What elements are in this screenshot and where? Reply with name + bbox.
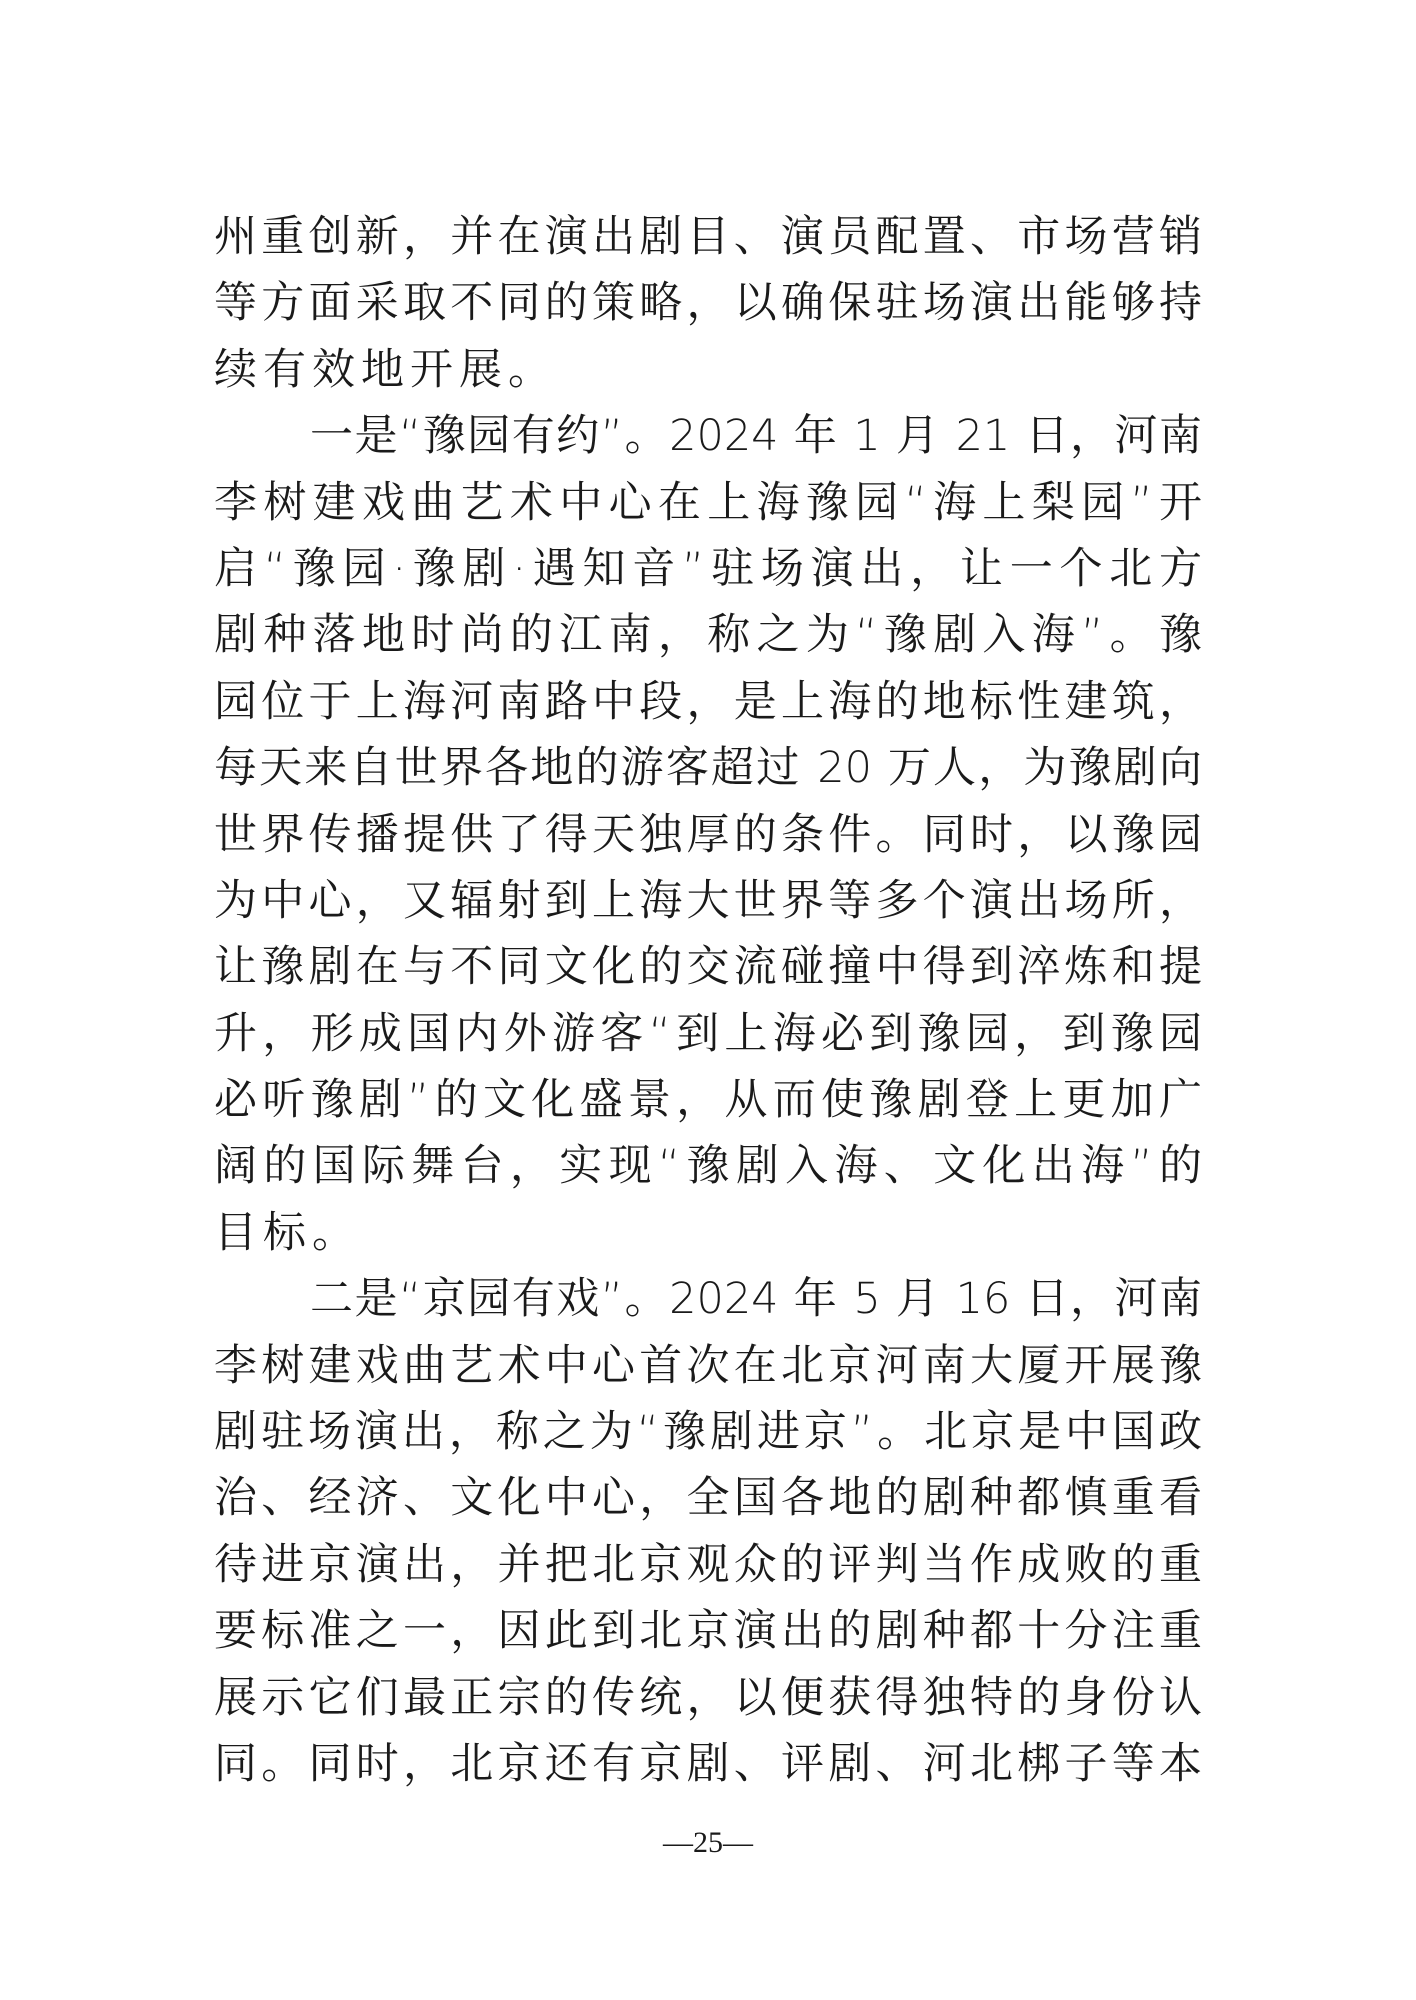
text-line: 李树建戏曲艺术中心首次在北京河南大厦开展豫: [214, 1340, 1202, 1391]
text-line: 李树建戏曲艺术中心在上海豫园“海上梨园”开: [214, 477, 1202, 528]
text-line: 目标。: [214, 1207, 361, 1258]
text-line: 剧驻场演出，称之为“豫剧进京”。北京是中国政: [214, 1407, 1202, 1458]
text-line: 等方面采取不同的策略，以确保驻场演出能够持: [214, 278, 1202, 329]
paragraph-first-line: 一是“豫园有约”。2024 年 1 月 21 日，河南: [310, 411, 1202, 462]
text-line: 展示它们最正宗的传统，以便获得独特的身份认: [214, 1672, 1202, 1723]
text-line: 治、经济、文化中心，全国各地的剧种都慎重看: [214, 1473, 1202, 1524]
text-line: 让豫剧在与不同文化的交流碰撞中得到淬炼和提: [214, 942, 1202, 993]
page-number: —25—: [663, 1826, 753, 1859]
text-line: 续有效地开展。: [214, 344, 557, 395]
paragraph-first-line: 二是“京园有戏”。2024 年 5 月 16 日，河南: [310, 1274, 1202, 1325]
text-line: 州重创新，并在演出剧目、演员配置、市场营销: [214, 212, 1202, 262]
text-line: 升，形成国内外游客“到上海必到豫园，到豫园: [214, 1008, 1202, 1059]
text-line: 每天来自世界各地的游客超过 20 万人，为豫剧向: [214, 743, 1202, 794]
text-line: 必听豫剧”的文化盛景，从而使豫剧登上更加广: [214, 1075, 1202, 1126]
text-line: 世界传播提供了得天独厚的条件。同时，以豫园: [214, 809, 1202, 860]
text-line: 为中心，又辐射到上海大世界等多个演出场所，: [214, 875, 1202, 926]
text-line: 剧种落地时尚的江南，称之为“豫剧入海”。豫: [214, 610, 1202, 661]
text-line: 待进京演出，并把北京观众的评判当作成败的重: [214, 1539, 1202, 1590]
text-line: 同。同时，北京还有京剧、评剧、河北梆子等本: [214, 1738, 1202, 1789]
text-line: 园位于上海河南路中段，是上海的地标性建筑，: [214, 676, 1202, 727]
text-line: 启“豫园·豫剧·遇知音”驻场演出，让一个北方: [214, 543, 1202, 594]
text-line: 阔的国际舞台，实现“豫剧入海、文化出海”的: [214, 1141, 1202, 1192]
text-line: 要标准之一，因此到北京演出的剧种都十分注重: [214, 1606, 1202, 1657]
body-text: [214, 204, 1202, 1797]
